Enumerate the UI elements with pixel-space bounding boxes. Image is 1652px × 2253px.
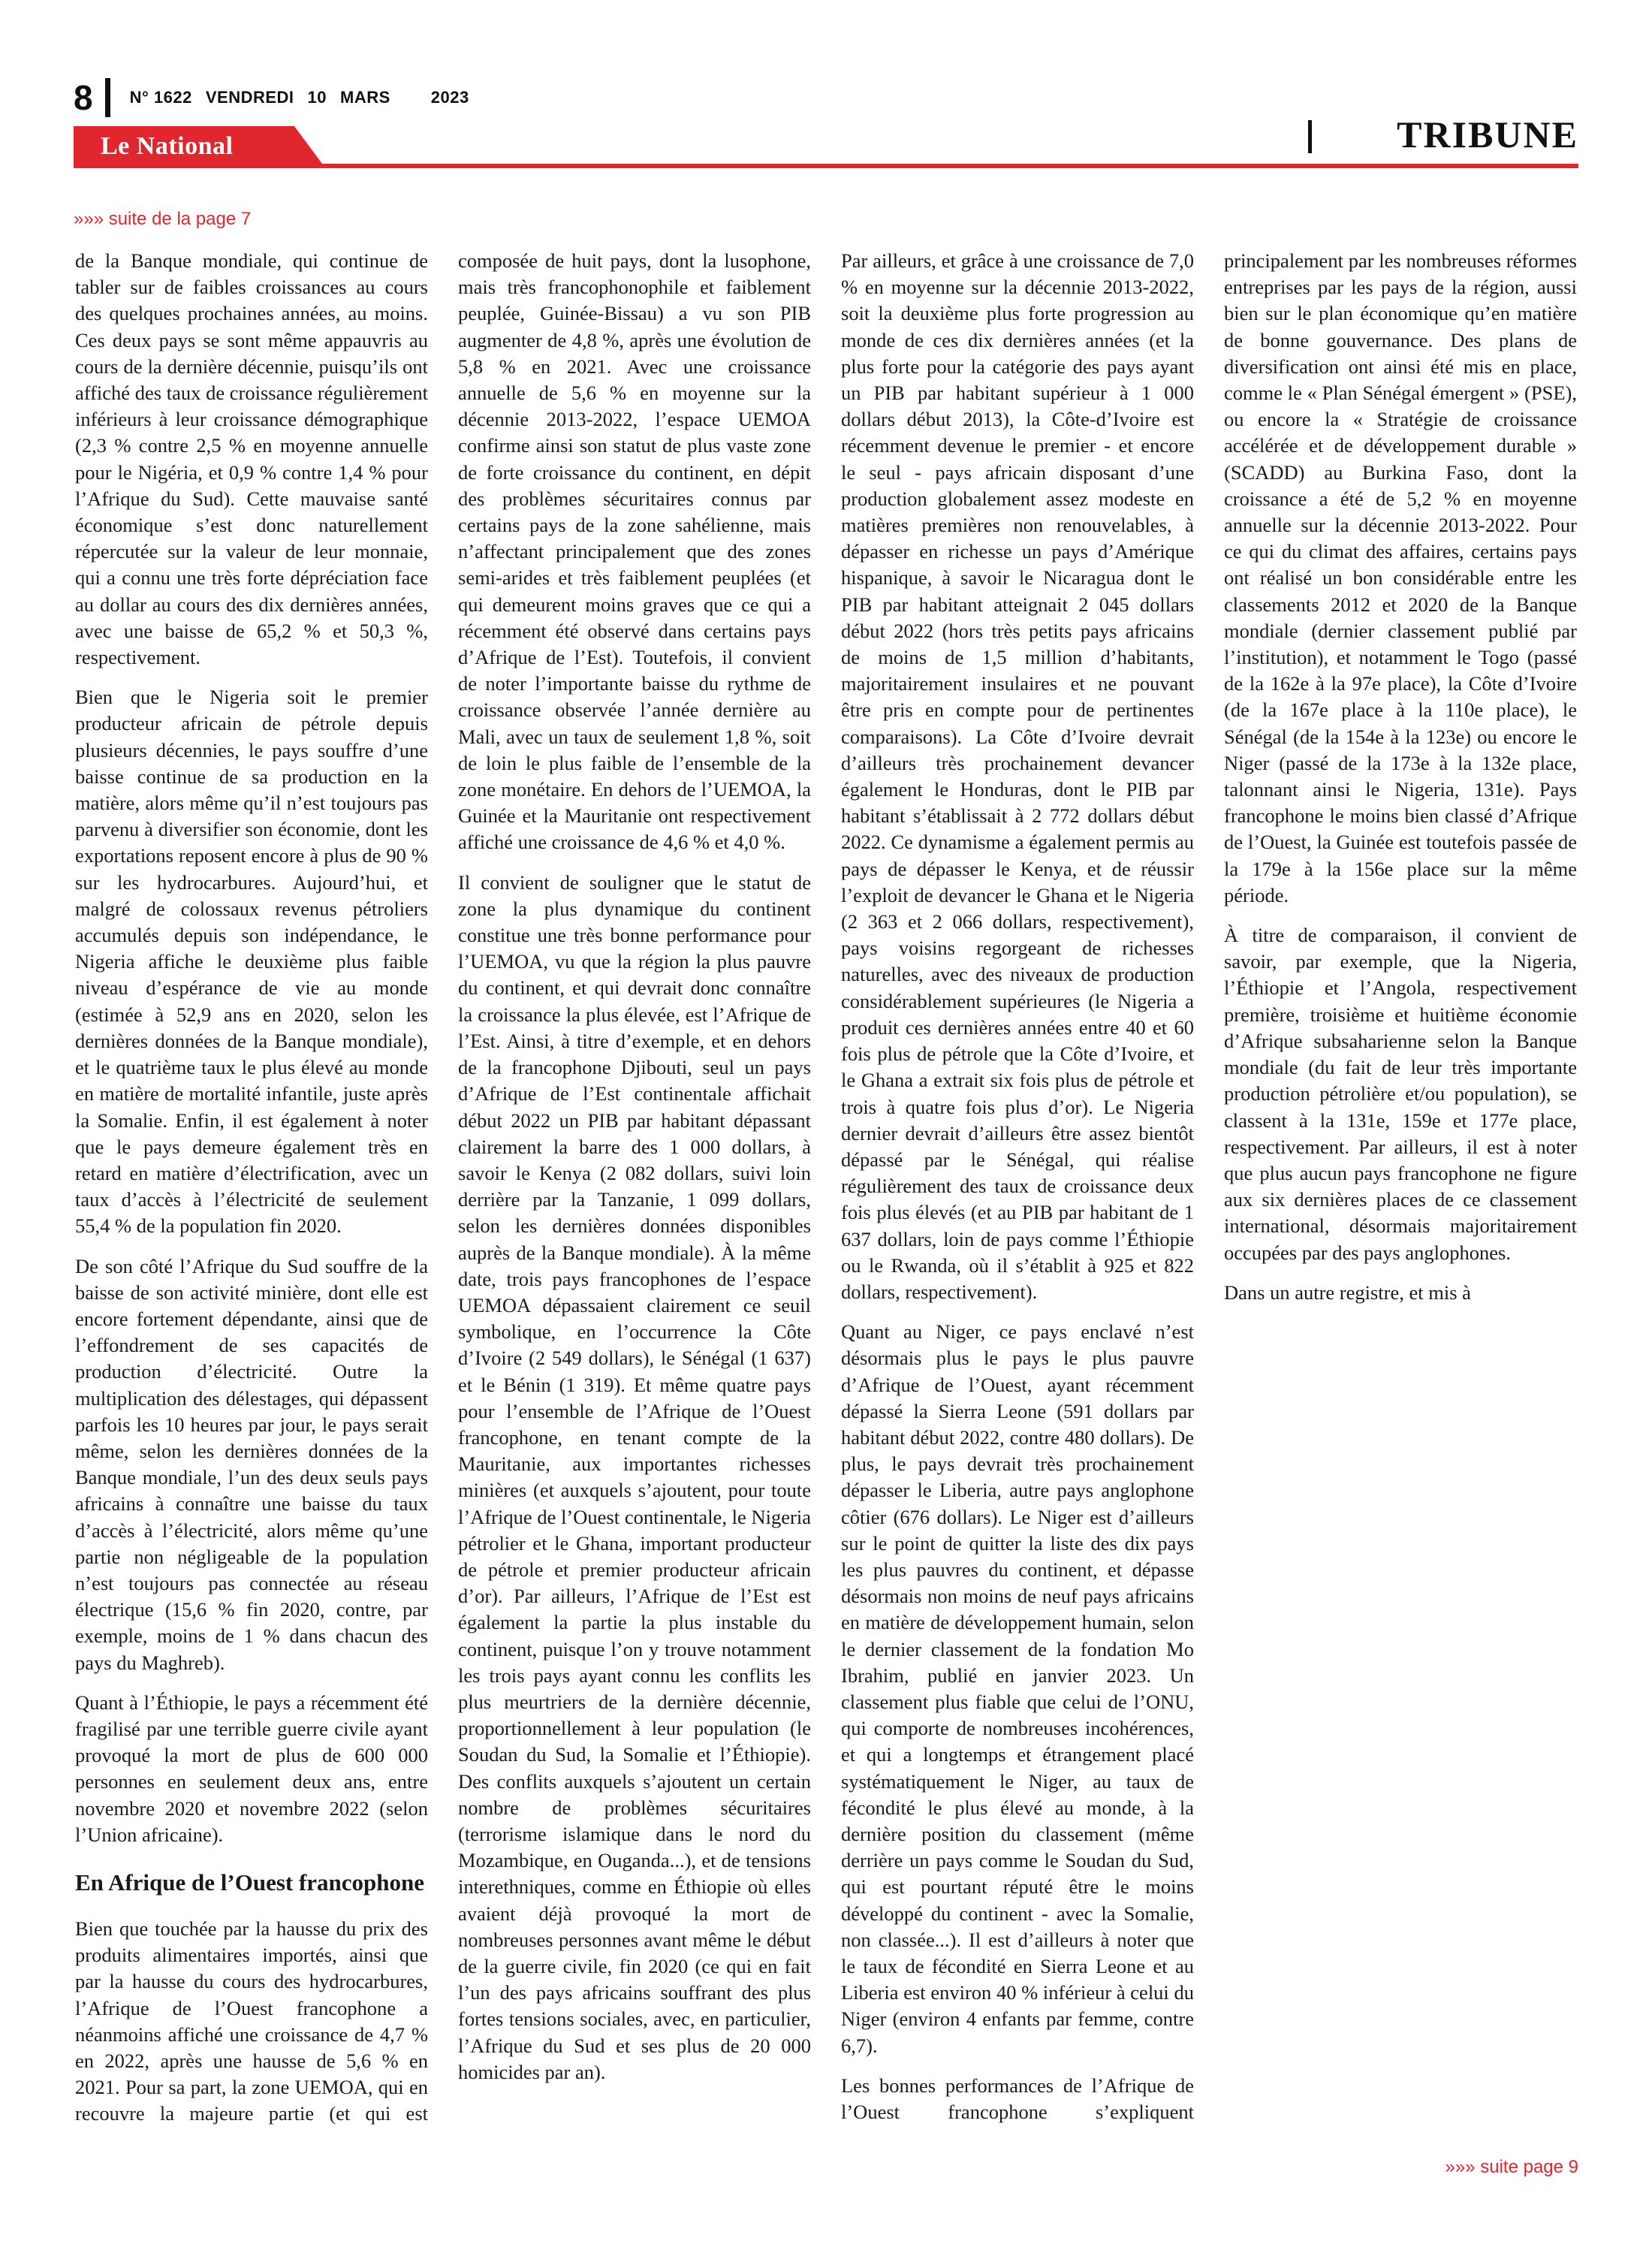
- header-rule: [74, 164, 1578, 168]
- issue-info: [130, 88, 469, 107]
- issue-number: N° 1622: [129, 88, 192, 107]
- article-subheading: En Afrique de l’Ouest francophone: [75, 1868, 425, 1896]
- article-paragraph: À titre de comparaison, il convient de savoir, par exemple, que la Nigeria, l’Éthiopie et l’Angola, respectivement première, troisième et huitième économie d’Afrique subsaharienne selon la Banque mondiale (du fait de leur très importante production pétrolière et/ou population), se classent à la 131e, 159e et 177e place, respectivement. Par ailleurs, il est à noter que plus aucun pays francophone ne figure aux six dernières places de ce classement international, désormais majoritairement occupées par des pays anglophones.: [1224, 924, 1577, 1264]
- issue-year: 2023: [430, 88, 469, 107]
- article-paragraph: Il convient de souligner que le statut de zone la plus dynamique du continent constitue une très bonne performance pour l’UEMOA, vu que la région la plus pauvre du continent, et qui devrait donc connaître la croissance la plus élevée, est l’Afrique de l’Est. Ainsi, à titre d’exemple, et en dehors de la francophone Djibouti, seul un pays d’Afrique de l’Est continentale affichait début 2022 un PIB par habitant dépassant clairement la barre des 1 000 dollars, à savoir le Kenya (2 082 dollars, suivi loin derrière par la Tanzanie, 1 099 dollars, selon les dernières données disponibles auprès de la Banque mondiale). À la même date, trois pays francophones de l’espace UEMOA dépassaient clairement ce seuil symbolique, en l’occurrence la Côte d’Ivoire (2 549 dollars), le Sénégal (1 637) et le Bénin (1 319). Et même quatre pays pour l’ensemble de l’Afrique de l’Ouest francophone, en tenant compte de la Mauritanie, aux importantes richesses minières (et auxquels s’ajoutent, pour toute l’Afrique de l’Ouest continentale, le Nigeria pétrolier et le Ghana, important producteur de pétrole et premier producteur africain d’or). Par ailleurs, l’Afrique de l’Est est également la partie la plus instable du continent, puisque l’on y trouve notamment les trois pays ayant connu les conflits les plus meurtriers de la dernière décennie, proportionnellement à leur population (le Soudan du Sud, la Somalie et l’Éthiopie). Des conflits auxquels s’ajoutent un certain nombre de problèmes sécuritaires (terrorisme islamique dans le nord du Mozambique, en Ouganda...), et de tensions interethniques, comme en Éthiopie où elles avaient déjà provoqué la mort de nombreuses personnes avant même le début de la guerre civile, fin 2020 (ce qui en fait l’un des pays africains souffrant des plus fortes tensions sociales, avec, en particulier, l’Afrique du Sud et ses plus de 20 000 homicides par an).: [458, 870, 811, 2083]
- article-paragraph: Les bonnes performances de l’Afrique de l’Ouest francophone s’expliquent principalement par les nombreuses réformes entreprises par les pays de la région, aussi bien sur le plan économique qu’en matière de bonne gouvernance. Des plans de diversification ont ainsi été mis en place, comme le « Plan Sénégal émergent » (PSE), ou encore la « Stratégie de croissance accélérée et de développement durable » (SCADD) au Burkina Faso, dont la croissance a été de 5,2 % en moyenne annuelle sur la décennie 2013-2022. Pour ce qui du climat des affaires, certains pays ont réalisé un bon considérable entre les classements 2012 et 2020 de la Banque mondiale (dernier classement publié par l’institution), et notamment le Togo (passé de la 162e à la 97e place), la Côte d’Ivoire (de la 167e place à la 110e place), le Sénégal (de la 154e à la 123e) ou encore le Niger (passé de la 173e à la 132e place, talonnant ainsi le Nigeria, 131e). Pays francophone le moins bien classé d’Afrique de l’Ouest, la Guinée est toutefois passée de la 179e à la 156e place sur la même période.: [841, 249, 1577, 2124]
- article-paragraph: de la Banque mondiale, qui continue de tabler sur de faibles croissances au cours des quelques prochaines années, au moins. Ces deux pays se sont même appauvris au cours de la dernière décennie, puisqu’ils ont affiché des taux de croissance régulièrement inférieurs à leur croissance démographique (2,3 % contre 2,5 % en moyenne annuelle pour le Nigéria, et 0,9 % contre 1,4 % pour l’Afrique du Sud). Cette mauvaise santé économique s’est donc naturellement répercutée sur la valeur de leur monnaie, qui a connu une très forte dépréciation face au dollar au cours des dix dernières années, avec une baisse de 65,2 % et 50,3 %, respectivement.: [75, 249, 428, 669]
- article-paragraph: Dans un autre registre, et mis à: [1224, 1280, 1471, 1304]
- article-paragraph: De son côté l’Afrique du Sud souffre de la baisse de son activité minière, dont elle est encore fortement dépendante, ainsi que de l’effondrement de ses capacités de production d’électricité. Outre la multiplication des délestages, qui dépassent parfois les 10 heures par jour, le pays serait même, selon les dernières données de la Banque mondiale, l’un des deux seuls pays africains à connaître une baisse du taux d’accès à l’électricité, alors même qu’une partie non négligeable de la population n’est toujours pas connectée au réseau électrique (15,6 % fin 2020, contre, par exemple, moins de 1 % dans chacun des pays du Maghreb).: [75, 1254, 428, 1674]
- issue-weekday: VENDREDI: [205, 88, 294, 107]
- article-paragraph: Bien que le Nigeria soit le premier producteur africain de pétrole depuis plusieurs décennies, le pays souffre d’une baisse continue de sa production en la matière, alors même qu’il n’est toujours pas parvenu à diversifier son économie, dont les exportations reposent encore à plus de 90 % sur les hydrocarbures. Aujourd’hui, et malgré de colossaux revenus pétroliers accumulés depuis son indépendance, le Nigeria affiche le deuxième plus faible niveau d’espérance de vie au monde (estimée à 52,9 ans en 2020, selon les dernières données de la Banque mondiale), et le quatrième taux le plus élevé au monde en matière de mortalité infantile, juste après la Somalie. Enfin, il est également à noter que le pays demeure également très en retard en matière d’électrification, avec un taux d’accès à l’électricité de seulement 55,4 % de la population fin 2020.: [75, 686, 428, 1238]
- article-paragraph: Par ailleurs, et grâce à une croissance de 7,0 % en moyenne sur la décennie 2013-2022, soit la deuxième plus forte progression au monde de ces dix dernières années (et la plus forte pour la catégorie des pays ayant un PIB par habitant supérieur à 1 000 dollars début 2013), la Côte-d’Ivoire est récemment devenue le premier - et encore le seul - pays africain disposant d’une production globalement assez modeste en matières premières non renouvelables, à dépasser en richesse un pays d’Amérique hispanique, à savoir le Nicaragua dont le PIB par habitant atteignait 2 045 dollars début 2022 (hors très petits pays africains de moins de 1,5 million d’habitants, majoritairement insulaires et ne pouvant être pris en compte pour de pertinentes comparaisons). La Côte d’Ivoire devrait d’ailleurs très prochainement devancer également le Honduras, dont le PIB par habitant s’établissait à 2 772 dollars début 2022. Ce dynamisme a également permis au pays de dépasser le Kenya, et de réussir l’exploit de devancer le Ghana et le Nigeria (2 363 et 2 066 dollars, respectivement), pays voisins regorgeant de richesses naturelles, avec des niveaux de production considérablement supérieures (le Nigeria a produit ces dernières années entre 40 et 60 fois plus de pétrole que la Côte d’Ivoire, et le Ghana a extrait six fois plus de pétrole et trois à quatre fois plus d’or). Le Nigeria dernier devrait d’ailleurs être assez bientôt dépassé par le Sénégal, qui réalise régulièrement des taux de croissance deux fois plus élevés (et au PIB par habitant de 1 637 dollars, loin de pays comme l’Éthiopie ou le Rwanda, où il s’établit à 925 et 822 dollars, respectivement).: [841, 249, 1194, 1303]
- issue-month: MARS: [340, 88, 390, 107]
- article-body: [75, 248, 1577, 2148]
- continued-on-link[interactable]: »»» suite page 9: [1445, 2157, 1578, 2177]
- header-divider: [105, 78, 110, 117]
- brand-logo: Le National: [101, 132, 234, 160]
- section-title: TRIBUNE: [1397, 113, 1578, 155]
- page-header: [74, 75, 469, 120]
- article-paragraph: Quant au Niger, ce pays enclavé n’est désormais plus le pays le plus pauvre d’Afrique de l’Ouest, ayant récemment dépassé la Sierra Leone (591 dollars par habitant début 2022, contre 480 dollars). De plus, le pays devrait très prochainement dépasser le Liberia, autre pays anglophone côtier (676 dollars). Le Niger est d’ailleurs sur le point de quitter la liste des dix pays les plus pauvres du continent, et dépasse désormais non moins de neuf pays africains en matière de développement humain, selon le dernier classement de la fondation Mo Ibrahim, publié en janvier 2023. Un classement plus fiable que celui de l’ONU, qui comporte de nombreuses incohérences, et qui a longtemps et étrangement placé systématiquement le Niger, au taux de fécondité le plus élevé au monde, à la dernière position du classement (même derrière un pays comme le Soudan du Sud, qui est pourtant réputé être le moins développé du continent - avec la Somalie, non classée...). Il est d’ailleurs à noter que le taux de fécondité en Sierra Leone et au Liberia est environ 40 % inférieur à celui du Niger (environ 4 enfants par femme, contre 6,7).: [841, 1320, 1194, 2057]
- article-paragraph: Quant à l’Éthiopie, le pays a récemment été fragilisé par une terrible guerre civile ayant provoqué la mort de plus de 600 000 personnes en seulement deux ans, entre novembre 2020 et novembre 2022 (selon l’Union africaine).: [75, 1691, 428, 1846]
- article-paragraph: Bien que touchée par la hausse du prix des produits alimentaires importés, ainsi que par la hausse du cours des hydrocarbures, l’Afrique de l’Ouest francophone a néanmoins affiché une croissance de 4,7 % en 2022, après une hausse de 5,6 % en 2021. Pour sa part, la zone UEMOA, qui en recouvre la majeure partie (et qui est composée de huit pays, dont la lusophone, mais très francophonophile et faiblement peuplée, Guinée-Bissau) a vu son PIB augmenter de 4,8 %, après une évolution de 5,8 % en 2021. Avec une croissance annuelle de 5,6 % en moyenne sur la décennie 2013-2022, l’espace UEMOA confirme ainsi son statut de plus vaste zone de forte croissance du continent, en dépit des problèmes sécuritaires connus par certains pays de la zone sahélienne, mais n’affectant principalement que des zones semi-arides et très faiblement peuplées (et qui demeurent moins graves que ce qui a récemment été observé dans certains pays d’Afrique de l’Est). Toutefois, il convient de noter l’importante baisse du rythme de croissance observée l’année dernière au Mali, avec un taux de seulement 1,8 %, soit de loin le plus faible de l’ensemble de la zone monétaire. En dehors de l’UEMOA, la Guinée et la Mauritanie ont respectivement affiché une croissance de 4,6 % et 4,0 %.: [75, 249, 811, 2125]
- page-number: 8: [74, 78, 93, 117]
- issue-day: 10: [307, 88, 327, 107]
- continued-from-link[interactable]: »»» suite de la page 7: [74, 209, 252, 229]
- section-divider: [1308, 120, 1312, 153]
